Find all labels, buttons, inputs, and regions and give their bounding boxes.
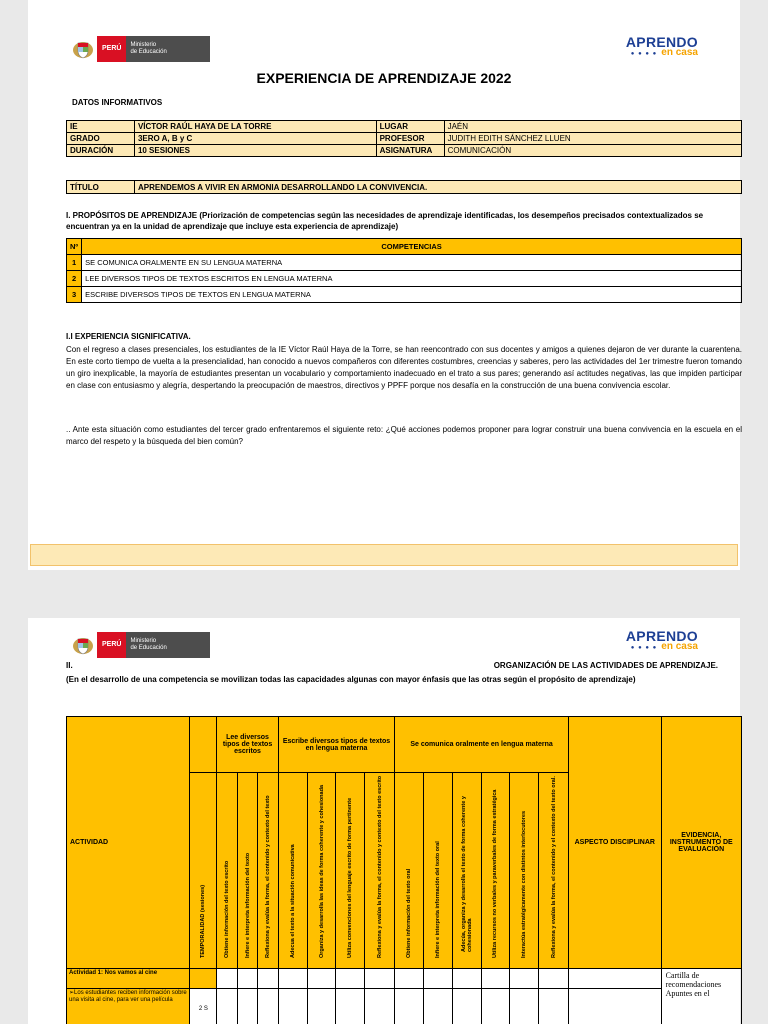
capacity-label: Utiliza recursos no verbales y paraverbales de forma estratégica — [492, 789, 499, 958]
col-evidencia: EVIDENCIA, INSTRUMENTO DE EVALUACIÓN — [661, 717, 741, 969]
group-escribe: Escribe diversos tipos de textos en lengua materna — [278, 717, 394, 773]
capacity-label: Reflexiona y evalúa la forma, el contenido y el contexto del texto oral. — [550, 776, 557, 958]
capacity-header — [237, 773, 258, 969]
table-row — [67, 271, 742, 287]
info-value: JUDITH EDITH SÁNCHEZ LLUEN — [444, 133, 741, 145]
cell — [569, 969, 662, 989]
table-row — [67, 989, 742, 1024]
capacity-header — [365, 773, 395, 969]
cell — [395, 989, 424, 1024]
capacity-header — [481, 773, 510, 969]
capacity-label: Reflexiona y evalúa la forma, el contenido y contexto del texto — [265, 795, 272, 958]
activity-description: ➢Los estudiantes reciben información sobre una visita al cine, para ver una película — [67, 989, 190, 1024]
table-row — [67, 145, 742, 157]
aprendo-text: APRENDO — [625, 34, 698, 50]
comp-text: SE COMUNICA ORALMENTE EN SU LENGUA MATERNA — [82, 255, 742, 271]
capacity-header — [217, 773, 238, 969]
cell — [365, 989, 395, 1024]
col-aspecto: ASPECTO DISCIPLINAR — [569, 717, 662, 969]
comp-num-header: Nº — [67, 239, 82, 255]
titulo-value: APRENDEMOS A VIVIR EN ARMONIA DESARROLLANDO LA CONVIVENCIA. — [135, 181, 742, 194]
datos-informativos-label: DATOS INFORMATIVOS — [72, 98, 163, 107]
experiencia-reto: .. Ante esta situación como estudiantes del tercer grado enfrentaremos el siguiente reto: ¿Qué acciones podemos proponer para lograr construir una buena convivencia en la escuela en el marco del respeto y la búsqueda del bien común? — [66, 425, 742, 446]
cell — [452, 989, 481, 1024]
dots-icon: ● ● ● ● — [630, 645, 658, 651]
header-blank — [190, 717, 217, 773]
info-key: PROFESOR — [376, 133, 444, 145]
capacity-header — [336, 773, 365, 969]
cell — [510, 969, 539, 989]
aprendo-text: APRENDO — [625, 628, 698, 644]
capacity-header — [258, 773, 279, 969]
ministerio-line2: de Educación — [130, 645, 167, 651]
table-row — [67, 717, 742, 773]
capacity-label: Infiere e interpreta información del texto oral — [434, 841, 441, 958]
cell — [569, 989, 662, 1024]
en-casa-line — [626, 47, 698, 58]
info-key: ASIGNATURA — [376, 145, 444, 157]
dots-icon: ● ● ● ● — [630, 51, 658, 57]
table-row — [67, 239, 742, 255]
info-key: IE — [67, 121, 135, 133]
capacity-label: Infiere e interpreta información del texto — [244, 852, 251, 958]
activities-table — [66, 716, 742, 1024]
capacity-header — [423, 773, 452, 969]
en-casa-line — [626, 641, 698, 652]
peru-shield-icon — [72, 634, 94, 656]
capacity-label: Obtiene información del texto escrito — [223, 860, 230, 958]
document-page-1 — [28, 0, 740, 570]
comp-header: COMPETENCIAS — [82, 239, 742, 255]
page-footer-bar — [30, 544, 738, 566]
cell — [336, 969, 365, 989]
capacity-label: Organiza y desarrolla las ideas de forma coherente y cohesionada — [318, 784, 325, 958]
ministerio-line1: Ministerio — [130, 638, 157, 644]
table-row — [67, 255, 742, 271]
cell — [237, 969, 258, 989]
table-row — [67, 121, 742, 133]
cell — [258, 969, 279, 989]
info-key: DURACIÓN — [67, 145, 135, 157]
cell — [481, 969, 510, 989]
temporalidad-label: TEMPORALIDAD (sesiones) — [200, 884, 207, 958]
cell — [258, 989, 279, 1024]
aprendo-en-casa-logo — [626, 628, 698, 652]
table-row — [67, 287, 742, 303]
cell — [217, 989, 238, 1024]
ministerio-label — [126, 36, 210, 62]
minedu-logo — [72, 632, 210, 658]
comp-number: 3 — [67, 287, 82, 303]
info-table — [66, 120, 742, 157]
group-lee: Lee diversos tipos de textos escritos — [217, 717, 279, 773]
comp-text: LEE DIVERSOS TIPOS DE TEXTOS ESCRITOS EN LENGUA MATERNA — [82, 271, 742, 287]
cell — [510, 989, 539, 1024]
info-value: VÍCTOR RAÚL HAYA DE LA TORRE — [134, 121, 376, 133]
cell — [307, 969, 336, 989]
capacity-header — [395, 773, 424, 969]
capacity-label: Interactúa estratégicamente con distintos interlocutores — [521, 810, 528, 958]
capacity-header — [307, 773, 336, 969]
capacity-header — [510, 773, 539, 969]
titulo-table — [66, 180, 742, 194]
titulo-label: TÍTULO — [67, 181, 135, 194]
col-actividad: ACTIVIDAD — [67, 717, 190, 969]
activity-title: Actividad 1: Nos vamos al cine — [67, 969, 190, 989]
info-key: GRADO — [67, 133, 135, 145]
table-row — [67, 133, 742, 145]
ministerio-label — [126, 632, 210, 658]
cell — [539, 969, 569, 989]
cell — [307, 989, 336, 1024]
capacity-header — [539, 773, 569, 969]
cell — [423, 989, 452, 1024]
activity-evidence: Cartilla de recomendaciones Apuntes en el — [661, 969, 741, 1024]
cell — [278, 969, 307, 989]
section-number: II. — [66, 661, 73, 670]
capacity-header — [278, 773, 307, 969]
en-casa-text: en casa — [661, 47, 698, 58]
comp-text: ESCRIBE DIVERSOS TIPOS DE TEXTOS EN LENGUA MATERNA — [82, 287, 742, 303]
cell — [278, 989, 307, 1024]
cell — [481, 989, 510, 1024]
col-temporalidad — [190, 773, 217, 969]
en-casa-text: en casa — [661, 641, 698, 652]
capacity-label: Obtiene información del texto oral — [406, 868, 413, 958]
info-value: 3ERO A, B y C — [134, 133, 376, 145]
aprendo-en-casa-logo — [626, 34, 698, 58]
competencias-table — [66, 238, 742, 303]
cell — [336, 989, 365, 1024]
cell — [395, 969, 424, 989]
ministerio-line2: de Educación — [130, 49, 167, 55]
info-value: JAÉN — [444, 121, 741, 133]
cell — [452, 969, 481, 989]
info-value: COMUNICACIÓN — [444, 145, 741, 157]
comp-number: 1 — [67, 255, 82, 271]
capacity-label: Adecua el texto a la situación comunicativa — [289, 844, 296, 958]
info-value: 10 SESIONES — [134, 145, 376, 157]
document-title: EXPERIENCIA DE APRENDIZAJE 2022 — [256, 70, 512, 86]
table-row — [67, 181, 742, 194]
ministerio-line1: Ministerio — [130, 42, 157, 48]
section-title: ORGANIZACIÓN DE LAS ACTIVIDADES DE APRENDIZAJE. — [493, 661, 718, 670]
capacity-header — [452, 773, 481, 969]
minedu-logo — [72, 36, 210, 62]
cell — [237, 989, 258, 1024]
capacity-label: Utiliza convenciones del lenguaje escrito de forma pertinente — [347, 797, 354, 958]
peru-label: PERÚ — [97, 632, 126, 658]
comp-number: 2 — [67, 271, 82, 287]
capacity-label: Adecúa, organiza y desarrolla el texto de forma coherente y cohesionada — [460, 796, 473, 952]
cell — [365, 969, 395, 989]
group-oral: Se comunica oralmente en lengua materna — [395, 717, 569, 773]
document-page-2 — [28, 618, 740, 1024]
peru-label: PERÚ — [97, 36, 126, 62]
experiencia-body: Con el regreso a clases presenciales, los estudiantes de la IE Víctor Raúl Haya de la Torre, se han reencontrado con sus docentes y amigos a quienes dejaron de ver durante la cuarentena. En este corto tiempo de vuelta a la presencialidad, han conocido a nuevos compañeros con diferentes costumbres, creencias y saberes, pero las actividades del 1er trimestre fueron tomando un giro inexplicable, la mayoría de estudiantes presentan un vocabulario y comportamiento inadecuado en el trato a sus pares; generando así actitudes negativas, las que impiden participar en clase con entusiasmo y alegría, despertando la preocupación de maestros, directivos y PPFF porque nos desafía en la construcción de una buena convivencia escolar. — [66, 345, 742, 390]
cell — [539, 989, 569, 1024]
activity-time: 2 S — [190, 989, 217, 1024]
capacity-label: Reflexiona y evalúa la forma, el contenido y contexto del texto escrito — [376, 775, 383, 958]
cell — [217, 969, 238, 989]
section-note: (En el desarrollo de una competencia se movilizan todas las capacidades algunas con mayor énfasis que las otras según el propósito de aprendizaje) — [66, 675, 636, 684]
cell — [190, 969, 217, 989]
propositos-heading: I. PROPÓSITOS DE APRENDIZAJE (Priorización de competencias según las necesidades de aprendizaje identificadas, los desempeños precisados contextualizados se encuentran ya en la unidad de aprendizaje que incluye esta experiencia de aprendizaje) — [66, 211, 704, 231]
info-key: LUGAR — [376, 121, 444, 133]
peru-shield-icon — [72, 38, 94, 60]
cell — [423, 969, 452, 989]
table-row — [67, 969, 742, 989]
experiencia-heading: I.I EXPERIENCIA SIGNIFICATIVA. — [66, 332, 191, 341]
